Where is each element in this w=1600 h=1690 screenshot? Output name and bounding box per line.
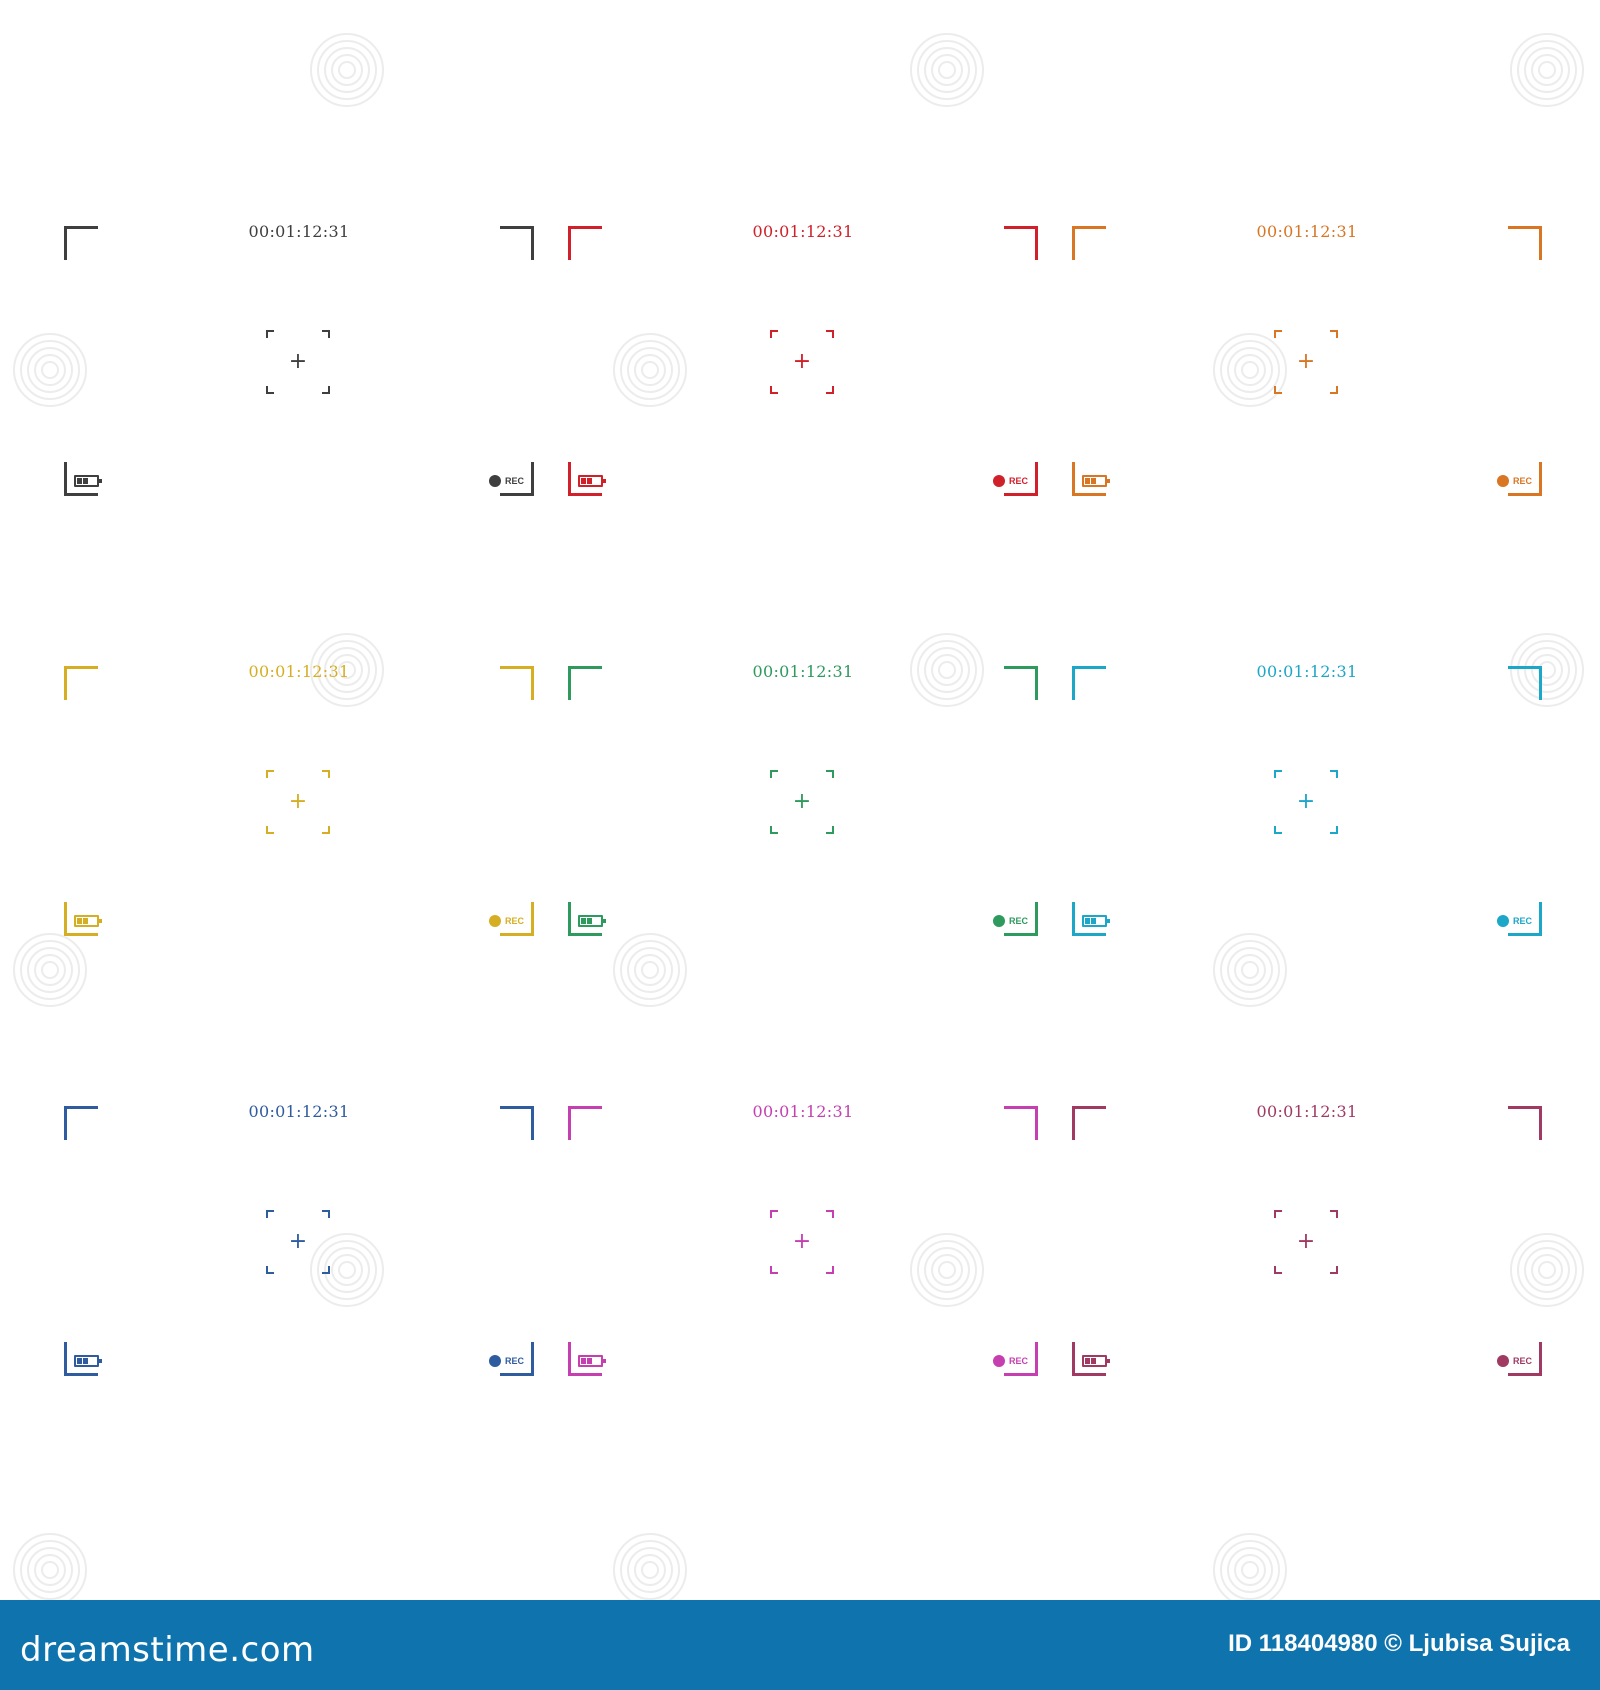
timecode: 00:01:12:31 xyxy=(1256,1102,1358,1121)
focus-bracket xyxy=(266,1210,330,1274)
battery-icon xyxy=(74,915,99,927)
battery-cell xyxy=(1085,918,1090,924)
timecode: 00:01:12:31 xyxy=(1256,662,1358,681)
rec-label: REC xyxy=(1008,476,1028,486)
footer-bar xyxy=(0,1600,1600,1690)
battery-cell xyxy=(1091,918,1096,924)
camera-viewfinder xyxy=(1072,222,1542,496)
rec-dot-icon xyxy=(993,915,1005,927)
focus-bracket xyxy=(266,770,330,834)
rec-indicator xyxy=(993,1354,1028,1368)
battery-cell xyxy=(83,918,88,924)
battery-cell xyxy=(1091,478,1096,484)
rec-label: REC xyxy=(1008,1356,1028,1366)
crosshair-icon: + xyxy=(1296,1229,1316,1254)
focus-bracket xyxy=(266,330,330,394)
battery-cell xyxy=(587,1358,592,1364)
brand-logo[interactable]: dreamstime.com xyxy=(20,1630,315,1670)
crosshair-icon: + xyxy=(1296,349,1316,374)
rec-dot-icon xyxy=(993,1355,1005,1367)
rec-dot-icon xyxy=(489,1355,501,1367)
rec-label: REC xyxy=(1512,476,1532,486)
camera-viewfinder xyxy=(1072,662,1542,936)
focus-bracket xyxy=(1274,330,1338,394)
rec-dot-icon xyxy=(993,475,1005,487)
battery-icon xyxy=(1082,475,1107,487)
rec-indicator xyxy=(1497,474,1532,488)
battery-cell xyxy=(581,918,586,924)
crosshair-icon: + xyxy=(792,349,812,374)
focus-bracket xyxy=(1274,770,1338,834)
battery-cell xyxy=(77,1358,82,1364)
crosshair-icon: + xyxy=(792,1229,812,1254)
camera-viewfinder xyxy=(64,662,534,936)
battery-icon xyxy=(74,1355,99,1367)
camera-viewfinder xyxy=(64,222,534,496)
rec-indicator xyxy=(489,474,524,488)
rec-dot-icon xyxy=(489,915,501,927)
battery-cell xyxy=(587,918,592,924)
timecode: 00:01:12:31 xyxy=(1256,222,1358,241)
image-credit: ID 118404980 © Ljubisa Sujica xyxy=(1228,1630,1570,1657)
crosshair-icon: + xyxy=(288,349,308,374)
battery-cell xyxy=(581,1358,586,1364)
rec-indicator xyxy=(1497,914,1532,928)
rec-label: REC xyxy=(504,1356,524,1366)
battery-icon xyxy=(578,1355,603,1367)
timecode: 00:01:12:31 xyxy=(248,662,350,681)
rec-indicator xyxy=(489,914,524,928)
camera-viewfinder xyxy=(64,1102,534,1376)
camera-viewfinder xyxy=(568,222,1038,496)
crosshair-icon: + xyxy=(1296,789,1316,814)
camera-viewfinder xyxy=(1072,1102,1542,1376)
battery-cell xyxy=(77,478,82,484)
rec-indicator xyxy=(993,474,1028,488)
rec-dot-icon xyxy=(1497,475,1509,487)
focus-bracket xyxy=(770,1210,834,1274)
rec-dot-icon xyxy=(489,475,501,487)
battery-icon xyxy=(74,475,99,487)
rec-label: REC xyxy=(504,916,524,926)
focus-bracket xyxy=(770,770,834,834)
camera-viewfinder xyxy=(568,662,1038,936)
rec-dot-icon xyxy=(1497,915,1509,927)
crosshair-icon: + xyxy=(288,1229,308,1254)
focus-bracket xyxy=(770,330,834,394)
timecode: 00:01:12:31 xyxy=(752,222,854,241)
battery-cell xyxy=(83,478,88,484)
battery-icon xyxy=(1082,915,1107,927)
timecode: 00:01:12:31 xyxy=(248,222,350,241)
battery-icon xyxy=(578,915,603,927)
battery-cell xyxy=(1091,1358,1096,1364)
battery-cell xyxy=(1085,478,1090,484)
rec-label: REC xyxy=(1008,916,1028,926)
rec-label: REC xyxy=(504,476,524,486)
timecode: 00:01:12:31 xyxy=(248,1102,350,1121)
rec-label: REC xyxy=(1512,916,1532,926)
battery-cell xyxy=(1085,1358,1090,1364)
battery-cell xyxy=(83,1358,88,1364)
rec-label: REC xyxy=(1512,1356,1532,1366)
rec-dot-icon xyxy=(1497,1355,1509,1367)
battery-cell xyxy=(587,478,592,484)
rec-indicator xyxy=(489,1354,524,1368)
camera-viewfinder xyxy=(568,1102,1038,1376)
timecode: 00:01:12:31 xyxy=(752,662,854,681)
crosshair-icon: + xyxy=(288,789,308,814)
battery-icon xyxy=(578,475,603,487)
crosshair-icon: + xyxy=(792,789,812,814)
focus-bracket xyxy=(1274,1210,1338,1274)
battery-cell xyxy=(77,918,82,924)
rec-indicator xyxy=(1497,1354,1532,1368)
battery-icon xyxy=(1082,1355,1107,1367)
battery-cell xyxy=(581,478,586,484)
rec-indicator xyxy=(993,914,1028,928)
timecode: 00:01:12:31 xyxy=(752,1102,854,1121)
